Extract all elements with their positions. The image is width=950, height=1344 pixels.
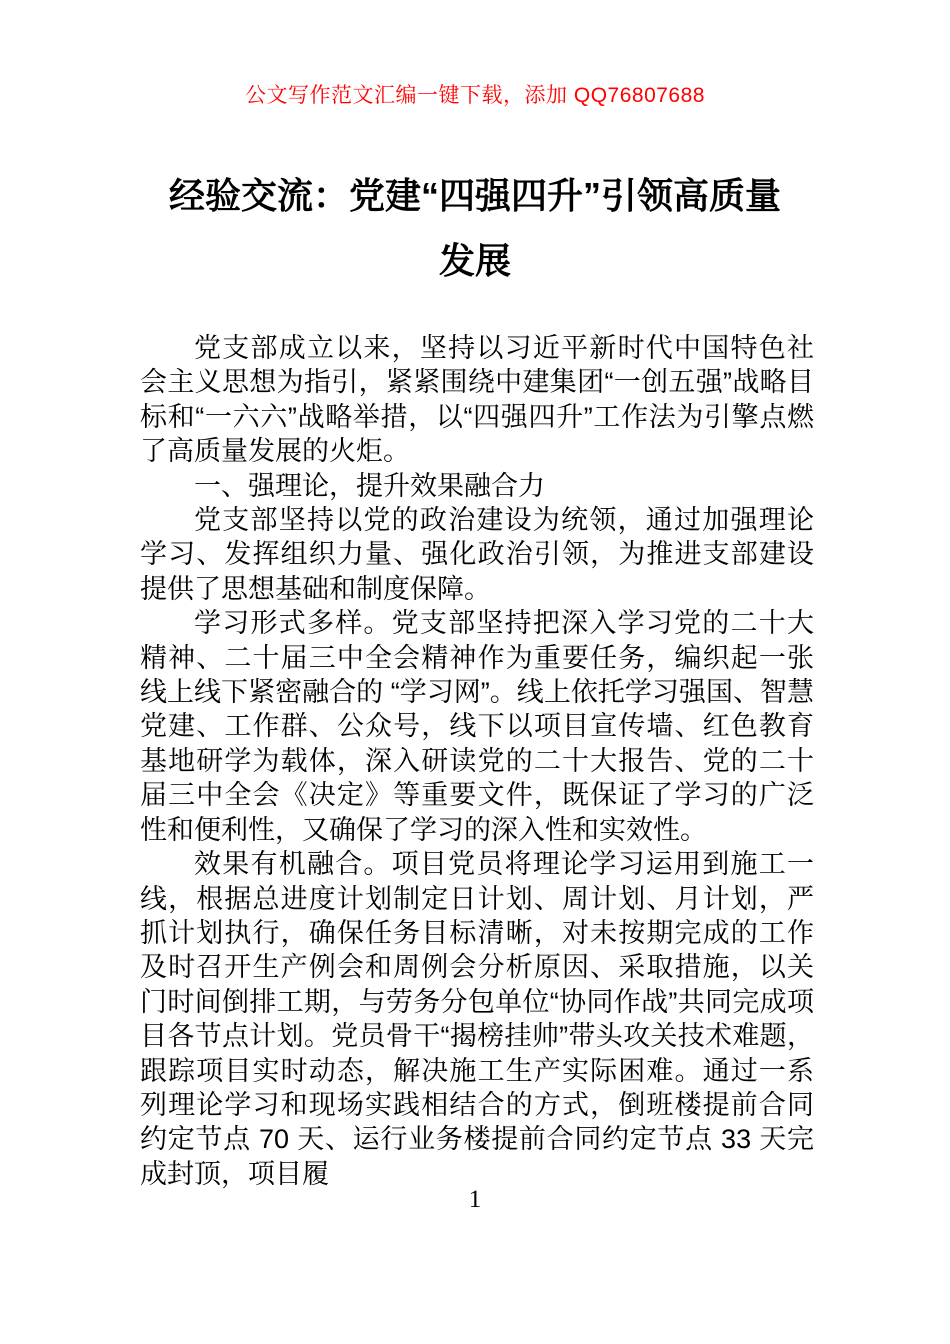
document-title xyxy=(90,163,860,293)
paragraph-effect-integration: 效果有机融合。项目党员将理论学习运用到施工一线，根据总进度计划制定日计划、周计划、月计划，严抓计划执行，确保任务目标清晰，对未按期完成的工作及时召开生产例会和周例会分析原因、采取措施，以关门时间倒排工期，与劳务分包单位“协同作战”共同完成项目各节点计划。党员骨干“揭榜挂帅”带头攻关技术难题，跟踪项目实时动态，解决施工生产实际困难。通过一系列理论学习和现场实践相结合的方式，倒班楼提前合同约定节点 70 天、运行业务楼提前合同约定节点 33 天完成封顶，项目履 xyxy=(140,849,814,1189)
paragraph-learning-forms: 学习形式多样。党支部坚持把深入学习党的二十大精神、二十届三中全会精神作为重要任务，编织起一张线上线下紧密融合的 “学习网”。线上依托学习强国、智慧党建、工作群、公众号，线下以项目宣传墙、红色教育基地研学为载体，深入研读党的二十大报告、党的二十届三中全会《决定》等重要文件，既保证了学习的广泛性和便利性，又确保了学习的深入性和实效性。 xyxy=(140,608,814,845)
paragraph-intro: 党支部成立以来，坚持以习近平新时代中国特色社会主义思想为指引，紧紧围绕中建集团“一创五强”战略目标和“一六六”战略举措，以“四强四升”工作法为引擎点燃了高质量发展的火炬。 xyxy=(140,333,814,467)
paragraph-theory-overview: 党支部坚持以党的政治建设为统领，通过加强理论学习、发挥组织力量、强化政治引领，为推进支部建设提供了思想基础和制度保障。 xyxy=(140,505,814,604)
section-heading-1: 一、强理论，提升效果融合力 xyxy=(194,470,545,501)
promo-header-text: 公文写作范文汇编一键下载，添加 QQ76807688 xyxy=(245,84,705,107)
page-number: 1 xyxy=(468,1186,482,1213)
document-title-line-2: 发展 xyxy=(438,240,511,281)
document-body xyxy=(140,331,814,1191)
document-title-line-1: 经验交流：党建“四强四升”引领高质量 xyxy=(168,175,781,216)
